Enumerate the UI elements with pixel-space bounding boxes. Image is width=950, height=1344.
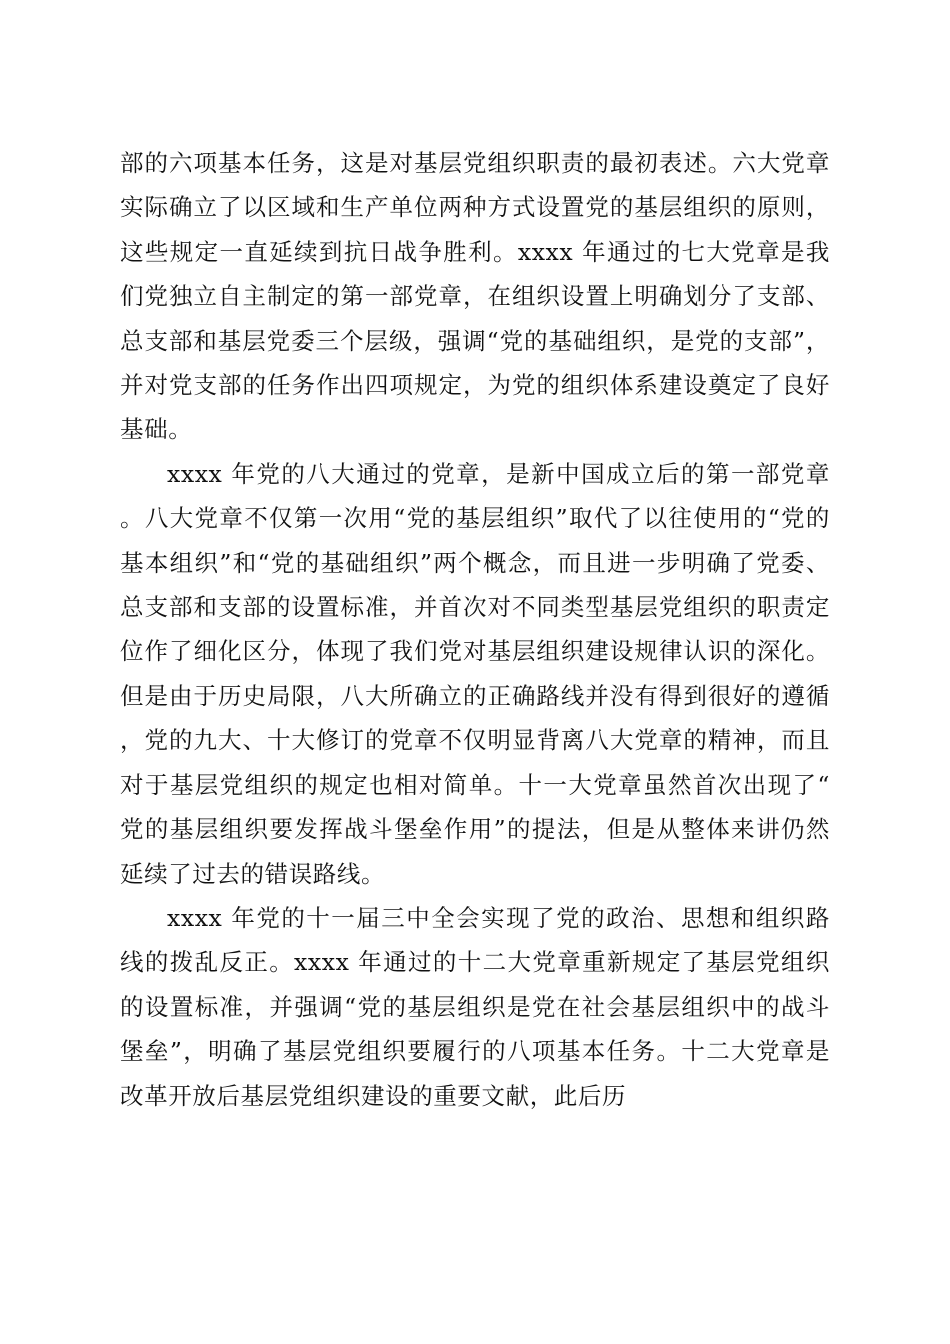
paragraph-2: xxxx 年党的八大通过的党章，是新中国成立后的第一部党章。八大党章不仅第一次用“党的基层组织”取代了以往使用的“党的基本组织”和“党的基础组织”两个概念，而且进一步明确了党委、总支部和支部的设置标准，并首次对不同类型基层党组织的职责定位作了细化区分，体现了我们党对基层组织建设规律认识的深化。但是由于历史局限，八大所确立的正确路线并没有得到很好的遵循，党的九大、十大修订的党章不仅明显背离八大党章的精神，而且对于基层党组织的规定也相对简单。十一大党章虽然首次出现了“党的基层组织要发挥战斗堡垒作用”的提法，但是从整体来讲仍然延续了过去的错误路线。	[120, 459, 830, 888]
document-body	[120, 141, 830, 1118]
paragraph-1: 部的六项基本任务，这是对基层党组织职责的最初表述。六大党章实际确立了以区域和生产单位两种方式设置党的基层组织的原则，这些规定一直延续到抗日战争胜利。xxxx 年通过的七大党章是我们党独立自主制定的第一部党章，在组织设置上明确划分了支部、总支部和基层党委三个层级，强调“党的基础组织，是党的支部”，并对党支部的任务作出四项规定，为党的组织体系建设奠定了良好基础。	[120, 149, 830, 444]
paragraph-3: xxxx 年党的十一届三中全会实现了党的政治、思想和组织路线的拨乱反正。xxxx 年通过的十二大党章重新规定了基层党组织的设置标准，并强调“党的基层组织是党在社会基层组织中的战斗堡垒”，明确了基层党组织要履行的八项基本任务。十二大党章是改革开放后基层党组织建设的重要文献，此后历	[120, 903, 830, 1110]
